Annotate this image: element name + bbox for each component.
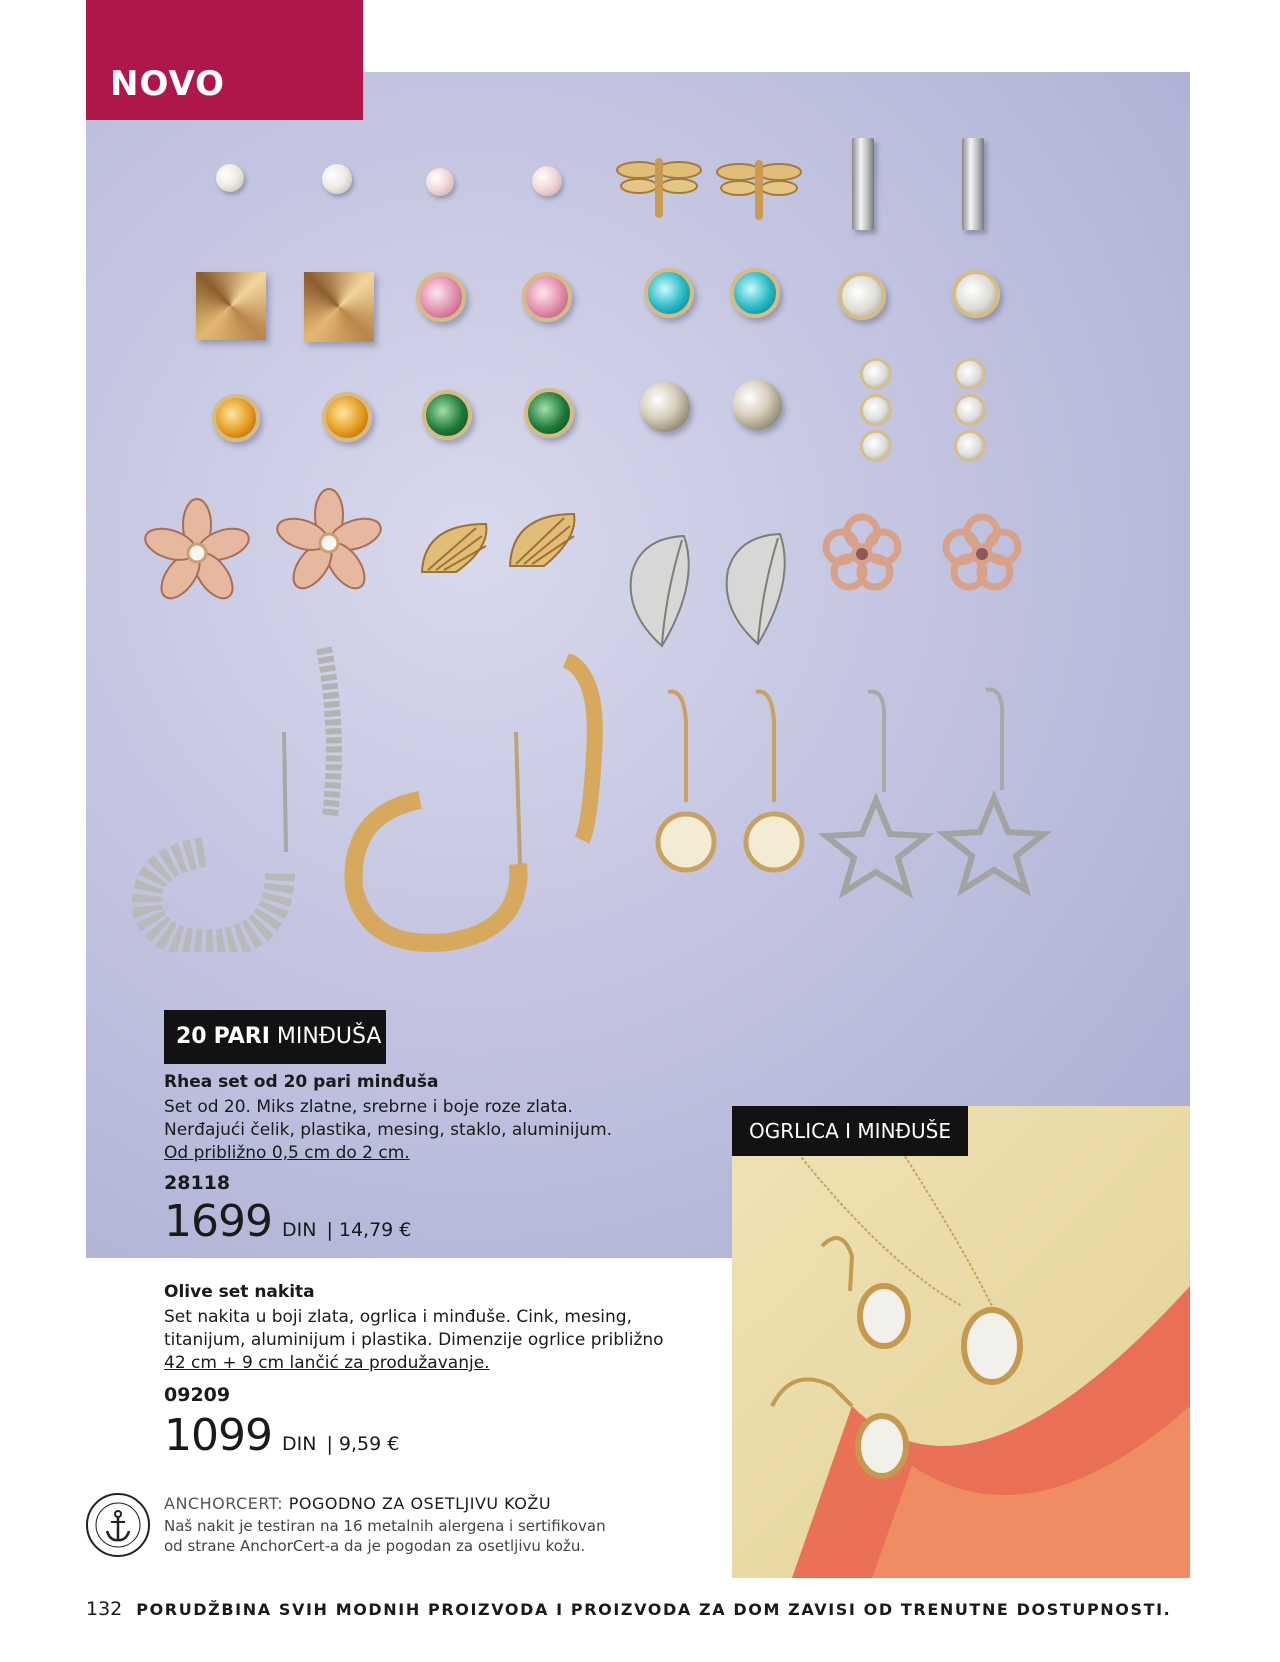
availability-note: PORUDŽBINA SVIH MODNIH PROIZVODA I PROIZVODA ZA DOM ZAVISI OD TRENUTNE DOSTUPNOSTI.	[136, 1600, 1172, 1619]
earrings-desc-line: Nerđajući čelik, plastika, mesing, staklo, aluminijum.	[164, 1120, 613, 1140]
clear-crystal-earring	[952, 270, 1000, 318]
necklace-set-illustration	[732, 1106, 1190, 1578]
necklace-price-value: 1099	[164, 1410, 272, 1461]
earrings-set-badge	[164, 1010, 386, 1064]
page-number: 132	[86, 1598, 123, 1620]
rose-gold-flower-earring	[274, 488, 384, 598]
pearl-earring	[216, 164, 244, 192]
anchorcert-desc-line: Naš nakit je testiran na 16 metalnih alergena i sertifikovan	[164, 1517, 606, 1535]
twisted-silver-hoop-earring	[120, 722, 310, 952]
crystal-drop-earring	[726, 682, 806, 882]
amber-crystal-earring	[322, 392, 372, 442]
pink-crystal-earring	[522, 272, 572, 322]
new-badge	[86, 0, 363, 120]
gold-fan-earring	[416, 518, 496, 578]
necklace-desc-line: 42 cm + 9 cm lančić za produžavanje.	[164, 1353, 490, 1373]
dragonfly-earring	[714, 154, 804, 224]
necklace-price-currency: DIN	[281, 1433, 317, 1455]
earrings-item-word: MINĐUŠA	[276, 1024, 382, 1049]
gold-pyramid-earring	[304, 272, 374, 342]
necklace-set-title: Olive set nakita	[164, 1282, 315, 1302]
silver-bar-earring	[852, 138, 874, 230]
gold-ball-earring	[640, 382, 690, 432]
earrings-set-description	[164, 1096, 684, 1165]
earrings-price-currency: DIN	[281, 1219, 317, 1241]
teal-crystal-earring	[730, 268, 780, 318]
earrings-price-value: 1699	[164, 1196, 272, 1247]
gold-half-hoop-earring	[548, 654, 608, 844]
silver-star-drop-earring	[816, 682, 936, 902]
silver-leaf-earring	[624, 532, 700, 650]
green-crystal-earring	[422, 390, 472, 440]
necklace-set-photo	[732, 1106, 1190, 1578]
dragonfly-earring	[614, 152, 704, 222]
earrings-pairs-word: PARI	[213, 1024, 270, 1049]
anchor-seal-icon	[86, 1493, 150, 1557]
gold-pyramid-earring	[196, 272, 266, 340]
anchorcert-description	[164, 1516, 634, 1556]
necklace-set-description	[164, 1306, 684, 1375]
necklace-desc-line: titanijum, aluminijum i plastika. Dimenzije ogrlice približno	[164, 1330, 664, 1350]
gold-fan-earring	[504, 508, 584, 572]
necklace-set-code: 09209	[164, 1384, 231, 1406]
earrings-price-eur: | 14,79 €	[326, 1219, 412, 1241]
crystal-drop-earring	[638, 682, 718, 882]
triple-crystal-earring	[954, 358, 986, 462]
green-crystal-earring	[524, 388, 574, 438]
anchorcert-title-prefix: ANCHORCERT:	[164, 1494, 284, 1513]
clear-crystal-earring	[838, 272, 886, 320]
open-flower-earring	[936, 508, 1028, 600]
silver-star-drop-earring	[934, 680, 1054, 900]
anchorcert-desc-line: od strane AnchorCert-a da je pogodan za osetljivu kožu.	[164, 1537, 586, 1555]
open-flower-earring	[816, 508, 908, 600]
necklace-desc-line: Set nakita u boji zlata, ogrlica i minđuše. Cink, mesing,	[164, 1307, 632, 1327]
pink-crystal-earring	[416, 272, 466, 322]
silver-leaf-earring	[720, 530, 796, 648]
triple-crystal-earring	[860, 358, 892, 462]
necklace-price-eur: | 9,59 €	[326, 1433, 400, 1455]
new-badge-label: NOVO	[110, 64, 226, 104]
anchorcert-title-rest: POGODNO ZA OSETLJIVU KOŽU	[283, 1494, 552, 1513]
earrings-set-title: Rhea set od 20 pari minđuša	[164, 1072, 439, 1092]
necklace-set-price	[164, 1410, 399, 1461]
earrings-count: 20	[176, 1024, 207, 1049]
silver-bar-earring	[962, 138, 984, 230]
earrings-desc-line: Od približno 0,5 cm do 2 cm.	[164, 1143, 410, 1163]
amber-crystal-earring	[212, 394, 260, 442]
gold-hoop-earring	[338, 724, 538, 964]
page-footer	[86, 1598, 1196, 1626]
necklace-set-badge: OGRLICA I MINĐUŠE	[732, 1106, 968, 1156]
anchorcert-title	[164, 1494, 551, 1513]
earrings-set-code: 28118	[164, 1172, 231, 1194]
earrings-desc-line: Set od 20. Miks zlatne, srebrne i boje roze zlata.	[164, 1097, 573, 1117]
rose-gold-flower-earring	[142, 498, 252, 608]
pink-pearl-earring	[532, 166, 562, 196]
teal-crystal-earring	[644, 268, 694, 318]
gold-ball-earring	[732, 380, 782, 430]
pink-pearl-earring	[426, 168, 454, 196]
pearl-earring	[322, 164, 352, 194]
earrings-set-price	[164, 1196, 411, 1247]
